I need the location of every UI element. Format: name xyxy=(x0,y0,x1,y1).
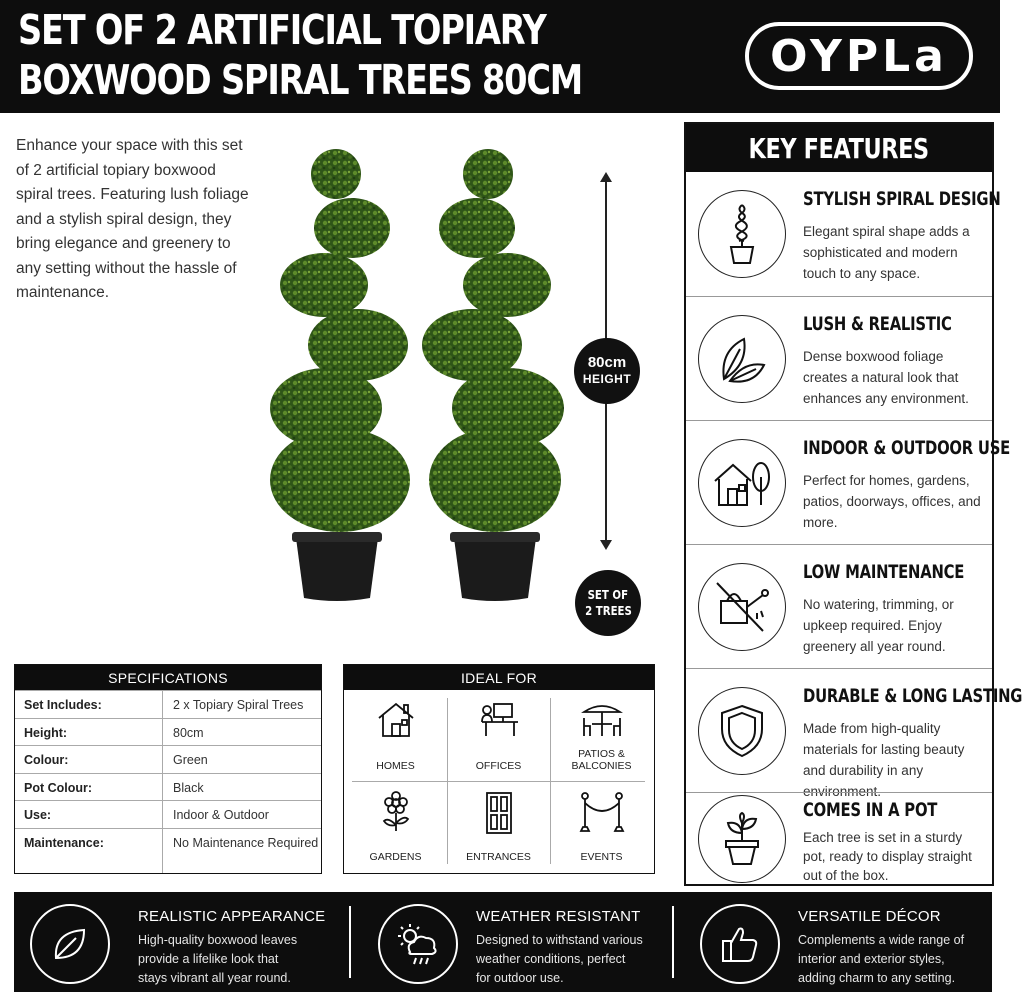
spec-key: Height: xyxy=(24,725,68,740)
separator xyxy=(349,906,351,978)
spec-value: No Maintenance Required xyxy=(173,835,319,850)
feature-title: INDOOR & OUTDOOR USE xyxy=(803,437,1011,459)
ideal-entrances xyxy=(447,781,550,872)
bottom-feature-desc: High-quality boxwood leaves provide a lifelike look that stays vibrant all year round. xyxy=(138,933,298,985)
spec-row xyxy=(15,773,321,801)
brand-logo: OYPLa xyxy=(745,22,973,90)
feature-spiral-design xyxy=(686,172,1001,296)
spec-value: Green xyxy=(173,753,208,768)
spec-value: Indoor & Outdoor xyxy=(173,808,269,823)
set-count-badge xyxy=(575,570,641,636)
feature-comes-in-pot xyxy=(686,792,992,884)
spec-value: 80cm xyxy=(173,725,204,740)
thumbs-up-icon xyxy=(700,904,780,984)
spec-key: Set Includes: xyxy=(24,698,102,712)
spec-key: Maintenance: xyxy=(24,835,104,850)
arrow-up-icon xyxy=(600,172,612,182)
spiral-tree-icon xyxy=(698,190,786,278)
tree-left xyxy=(270,149,410,601)
feature-indoor-outdoor xyxy=(686,420,1011,544)
spec-key: Use: xyxy=(24,808,52,823)
feature-title: DURABLE & LONG LASTING xyxy=(803,685,1022,707)
specifications-table xyxy=(14,664,322,874)
height-label: HEIGHT xyxy=(582,372,632,386)
header-banner xyxy=(0,0,1000,113)
ideal-label: ENTRANCES xyxy=(466,851,531,863)
feature-title: COMES IN A POT xyxy=(803,799,938,821)
house-icon xyxy=(376,700,416,738)
bottom-feature-desc: Designed to withstand various weather conditions, perfect for outdoor use. xyxy=(476,933,643,985)
feature-title: LOW MAINTENANCE xyxy=(803,561,965,583)
sun-cloud-rain-icon xyxy=(378,904,458,984)
product-title-line1: SET OF 2 ARTIFICIAL TOPIARY xyxy=(18,6,546,54)
bottom-feature-title: VERSATILE DÉCOR xyxy=(798,908,941,925)
feature-low-maintenance xyxy=(686,544,992,668)
ideal-label: PATIOS & BALCONIES xyxy=(571,748,632,772)
shield-icon xyxy=(698,687,786,775)
height-value: 80cm xyxy=(587,354,627,371)
feature-title: STYLISH SPIRAL DESIGN xyxy=(803,188,1001,210)
ideal-for-title: IDEAL FOR xyxy=(344,665,654,690)
ideal-for-grid xyxy=(344,690,653,872)
set-line2: 2 TREES xyxy=(584,604,632,618)
ideal-for-panel xyxy=(343,664,655,874)
leaf-icon xyxy=(30,904,110,984)
tree-right xyxy=(422,149,564,601)
spec-value: Black xyxy=(173,780,204,795)
bottom-feature-desc: Complements a wide range of interior and exterior styles, adding charm to any setting. xyxy=(798,933,965,985)
potted-plant-icon xyxy=(698,795,786,883)
patio-table-icon xyxy=(580,700,624,738)
ideal-patios xyxy=(550,690,653,781)
leaves-icon xyxy=(698,315,786,403)
ideal-label: EVENTS xyxy=(580,851,623,863)
bottom-feature-title: WEATHER RESISTANT xyxy=(476,908,641,925)
feature-desc: Made from high-quality materials for lasting beauty and durability in any environment. xyxy=(803,721,965,799)
no-watering-can-icon xyxy=(698,563,786,651)
ideal-offices xyxy=(447,690,550,781)
spec-key: Pot Colour: xyxy=(24,780,93,795)
spec-key: Colour: xyxy=(24,753,69,768)
arrow-down-icon xyxy=(600,540,612,550)
bottom-features-bar xyxy=(14,892,992,992)
bottom-feature-title: REALISTIC APPEARANCE xyxy=(138,908,326,925)
door-icon xyxy=(483,791,515,835)
ideal-events xyxy=(550,781,653,872)
set-line1: SET OF xyxy=(587,588,629,602)
intro-paragraph: Enhance your space with this set of 2 artificial topiary boxwood spiral trees. Featuring lush foliage and a stylish spiral design, they bring elegance and greenery to any setting without the hassle of maintenance. xyxy=(16,137,249,301)
feature-desc: Each tree is set in a sturdy pot, ready to display straight out of the box. xyxy=(803,830,972,883)
feature-desc: Elegant spiral shape adds a sophisticated and modern touch to any space. xyxy=(803,224,970,281)
feature-desc: Dense boxwood foliage creates a natural look that enhances any environment. xyxy=(803,349,969,406)
ideal-label: HOMES xyxy=(376,760,415,772)
spec-row xyxy=(15,718,321,746)
key-features-panel xyxy=(684,122,1022,886)
spec-row xyxy=(15,745,321,773)
spec-row xyxy=(15,828,321,856)
rope-barrier-icon xyxy=(578,791,626,833)
key-features-title: KEY FEATURES xyxy=(686,124,992,172)
house-tree-icon xyxy=(698,439,786,527)
spec-row xyxy=(15,800,321,828)
feature-desc: No watering, trimming, or upkeep required. Enjoy greenery all year round. xyxy=(803,597,954,654)
topiary-trees-image xyxy=(262,140,572,605)
product-title-line2: BOXWOOD SPIRAL TREES 80CM xyxy=(18,56,583,104)
office-desk-icon xyxy=(478,700,520,738)
feature-desc: Perfect for homes, gardens, patios, doorways, offices, and more. xyxy=(803,473,981,530)
feature-lush-realistic xyxy=(686,296,992,420)
specifications-title: SPECIFICATIONS xyxy=(15,665,321,690)
ideal-label: OFFICES xyxy=(475,760,522,772)
height-badge xyxy=(574,338,640,404)
spec-row xyxy=(15,690,321,718)
flower-icon xyxy=(378,791,414,833)
ideal-gardens xyxy=(344,781,447,872)
separator xyxy=(672,906,674,978)
feature-durable xyxy=(686,668,1022,799)
feature-title: LUSH & REALISTIC xyxy=(803,313,952,335)
ideal-label: GARDENS xyxy=(369,851,422,863)
ideal-homes xyxy=(344,690,447,781)
spec-value: 2 x Topiary Spiral Trees xyxy=(173,698,304,712)
